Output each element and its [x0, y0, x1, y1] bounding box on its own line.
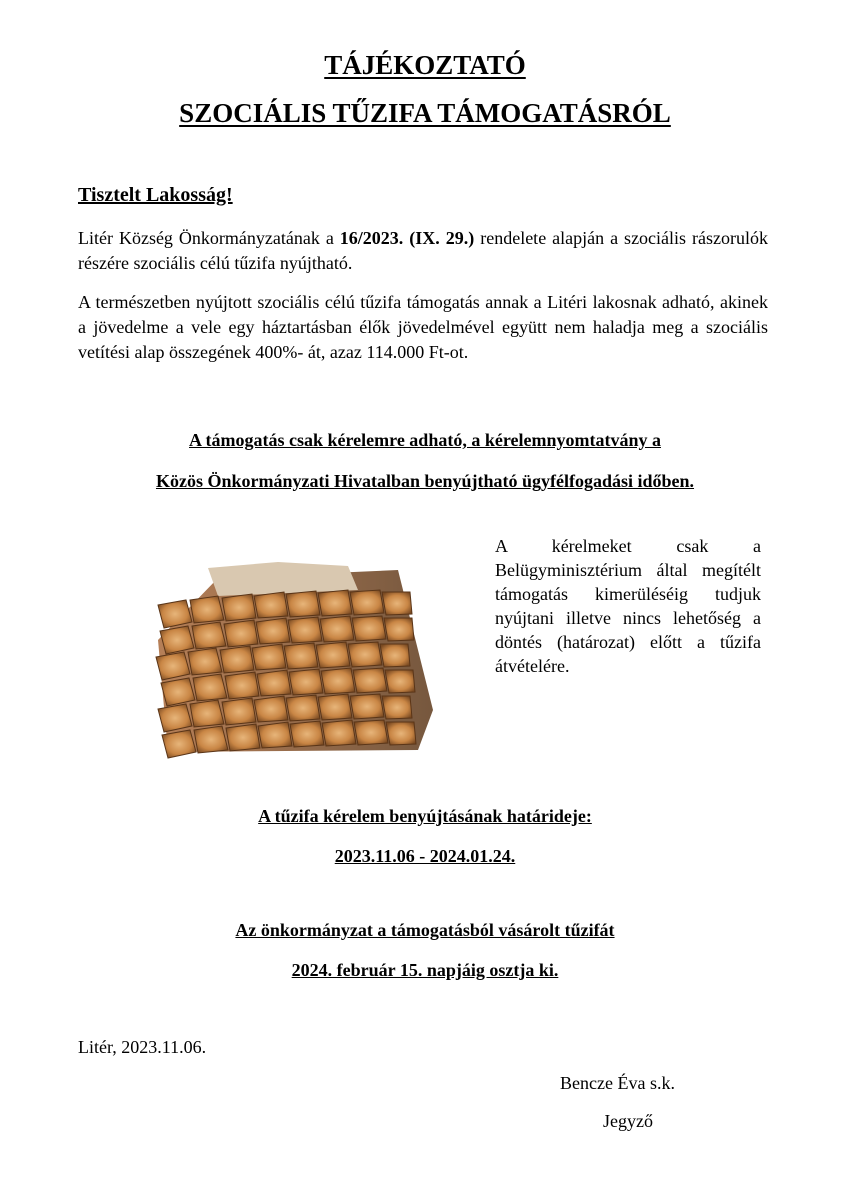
distribution-line-2: 2024. február 15. napjáig osztja ki.	[291, 960, 559, 980]
regulation-number: 16/2023. (IX. 29.)	[339, 228, 475, 248]
notice-line-1: A támogatás csak kérelemre adható, a kérelemnyomtatvány a	[189, 430, 661, 450]
paragraph-regulation-before: Litér Község Önkormányzatának a	[78, 228, 340, 248]
signer-title: Jegyző	[603, 1111, 653, 1131]
paragraph-regulation-after: rendelete alapján a szociális rászorulók részére szociális célú tűzifa nyújtható.	[78, 228, 768, 273]
paragraph-eligibility: A természetben nyújtott szociális célú tűzifa támogatás annak a Litéri lakosnak adható, akinek a jövedelme a vele egy háztartásban élők jövedelmével együtt nem haladja meg a szociális vetítési alap összegének 400%- át, azaz 114.000 Ft-ot.	[78, 292, 768, 362]
title-line-1: TÁJÉKOZTATÓ	[324, 50, 526, 80]
distribution-line-1: Az önkormányzat a támogatásból vásárolt tűzifát	[235, 920, 615, 940]
place-date: Litér, 2023.11.06.	[78, 1037, 207, 1057]
notice-line-2: Közös Önkormányzati Hivatalban benyújtható ügyfélfogadási időben.	[155, 471, 695, 491]
firewood-pile-image	[148, 560, 438, 760]
paragraph-regulation	[78, 226, 768, 276]
side-note: A kérelmeket csak a Belügyminisztérium által megítélt támogatás kimerüléséig tudjuk nyújtani illetve nincs lehetőség a döntés (határozat) előtt a tűzifa átvételére.	[495, 536, 761, 676]
deadline-label: A tűzifa kérelem benyújtásának határideje:	[258, 806, 592, 826]
signer-name: Bencze Éva s.k.	[560, 1073, 675, 1093]
deadline-dates: 2023.11.06 - 2024.01.24.	[334, 846, 516, 866]
greeting: Tisztelt Lakosság!	[78, 184, 233, 206]
title-line-2: SZOCIÁLIS TŰZIFA TÁMOGATÁSRÓL	[179, 98, 671, 128]
